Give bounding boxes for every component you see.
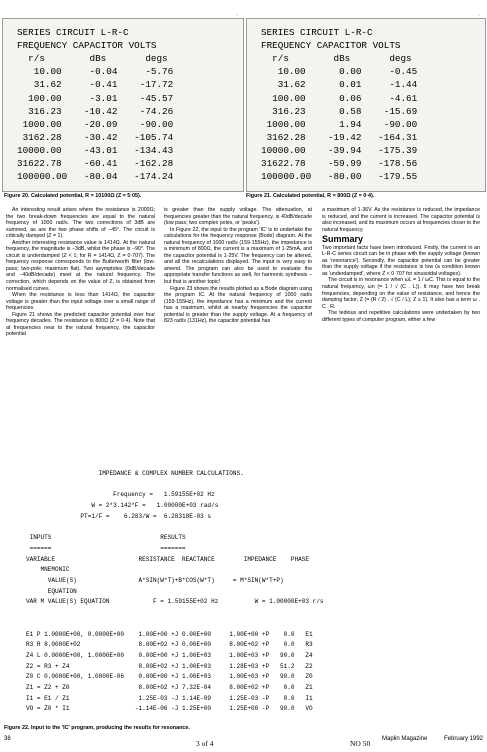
section-heading-summary: Summary [322,234,364,245]
printout-line: W = 2*3.142*F = 1.00000E+03 rad/s [26,502,219,510]
magazine-name: Maplin Magazine [382,736,428,742]
printout-line: PT=1/F = 6.283/W = 6.28318E-03 s [26,512,212,520]
article-column-3 [322,207,480,323]
printout-line: 100000.00 -80.00 -179.55 [261,171,418,183]
printout-line: IMPEDANCE & COMPLEX NUMBER CALCULATIONS. [26,470,244,477]
issue-date: February 1992 [444,736,484,742]
printout-line: EQUATION [26,587,77,595]
paragraph: An interesting result arises where the resistance is 2000Ω; the two break-down frequencies are equal to the natural frequency of 1000 rad/s. The two corrections of 3dB are summed, as are the two phase shifts of −45°. The circuit is critically damped (Z = 1). [6,207,155,240]
printout-line: Frequency = 1.59155E+02 Hz [26,491,215,499]
printout-line: INPUTS RESULTS [26,534,186,542]
printout-line: 316.23 -10.42 -74.26 [17,105,174,117]
printout-line: ====== ======= [26,544,186,552]
corner-marks: · [236,12,239,19]
printout-line: FREQUENCY CAPACITOR VOLTS [261,40,401,52]
printout-line: 100.00 0.06 -4.61 [261,92,418,104]
figure-21-printout [246,18,486,192]
printout-line: Z1 = Z2 + Z0 8.00E+02 +J 7.32E-04 8.00E+02 +P 0.0 Z1 [26,684,313,691]
printout-line: 316.23 0.58 -15.69 [261,105,418,117]
printout-line: 1000.00 1.94 -90.00 [261,118,418,130]
paragraph: Another interesting resistance value is 1414Ω. At the natural frequency, the magnitude is −3dB, whilst the phase is −90°. The circuit is underdamped (Z < 1; for R = 1414Ω, Z = 0·707). The frequency response corresponds to the Butterworth filter (low-pass; two-pole; maximum flat). Two asymptotes (0dB/decade and −40dB/decade) meet at the natural frequency. The correction, which depends on the value of Z, is obtained from normalised curves. [6,239,155,292]
paragraph: When the resistance is less than 1414Ω, the capacitor voltage is greater than the input voltage over a small range of frequencies. [6,292,155,312]
printout-line: SERIES CIRCUIT L-R-C [17,27,129,38]
printout-line: Z0 C 0.0000E+00, 1.0000E-06 0.00E+00 +J 1.00E+03 1.00E+03 +P 90.0 Z0 [26,673,313,681]
printout-line: 31.62 -0.41 -17.72 [17,79,174,91]
issue-number: NO 50 [350,739,371,748]
paragraph: Figure 23 shows the results plotted as a Bode diagram using the program IC. At the natural frequency of 1000 rad/s (159·155Hz), the impedance has a minimum and the current has a maximum, whilst at nearby frequencies the capacitor potential is greater than the supply voltage. At a frequency of 823 rad/s (131Hz), the capacitor potential has [164,285,312,325]
article-column-2 [164,207,312,325]
printout-line: 31.62 0.01 -1.44 [261,79,418,91]
printout-line: 10.00 0.00 -0.45 [261,66,418,78]
printout-line: VAR M VALUE(S) EQUATION F = 1.59155E+02 Hz W = 1.00000E+03 r/s [26,598,324,606]
paragraph: The circuit is in resonance when ωL = 1 / ωC. This is equal to the natural frequency, ωn (= 1 / √ (C . L)). It may have two break frequencies, depending on the value of resistance, and hence the damping factor, Z (= (R / 2) . √ (C / L); Z ≥ 1). It also has a term ω . C . R. [322,277,480,310]
figure-20-printout [2,18,244,192]
figure-22-printout [20,464,460,752]
figure-20-caption: Figure 20. Calculated potential, R = 10100Ω (Z = 5·05). [4,193,142,199]
printout-line: 3162.28 -30.42 -105.74 [17,131,174,143]
printout-line: VALUE(S) A*SIN(W*T)+B*COS(W*T) = M*SIN(W*T+P) [26,577,284,584]
printout-line: MNEMONIC [26,566,70,574]
article-column-1 [6,207,155,338]
page-number: 38 [4,736,11,742]
printout-line: Z4 L 0.0000E+00, 1.0000E+00 0.00E+00 +J 1.00E+03 1.00E+03 +P 90.0 Z4 [26,651,313,659]
printout-line: 10000.00 -39.94 -175.39 [261,144,418,156]
printout-line: VARIABLE RESISTANCE REACTANCE IMPEDANCE PHASE [26,555,310,563]
printout-line: 100000.00 -80.04 -174.24 [17,171,174,183]
printout-line: 100.00 -3.01 -45.57 [17,92,174,104]
corner-marks-right: · [478,12,481,19]
printout-line: r/s dBs degs [17,53,168,65]
printout-line: r/s dBs degs [261,53,412,65]
paragraph: In Figure 22, the input to the program 'IC' is to undertake the calculations for the frequency response (Bode) diagram. At the natural frequency of 1000 rad/s (159·155Hz), the impedance is a minimum of 800Ω, the current is a maximum of 1·25mA, and the capacitor potential is 1·25V. The frequency can be altered, and all the recalculations displayed. The input is very easy to amend. The program can also be used to evaluate the appropriate transfer functions as well, for harmonic synthesis – but that is another topic! [164,226,312,286]
printout-line: 1000.00 -20.09 -90.00 [17,118,174,130]
printout-line: 31622.78 -59.99 -178.56 [261,158,418,169]
printout-line: 3162.28 -19.42 -164.31 [261,131,418,143]
paragraph: a maximum of 1·36V. As the resistance is reduced, the impedance is reduced, and the current is increased. The capacitor potential is also increased, and its maximum occurs at frequencies closer to the natural frequency. [322,207,480,233]
printout-line: FREQUENCY CAPACITOR VOLTS [17,40,157,52]
printout-line: SERIES CIRCUIT L-R-C [261,27,373,38]
sheet-counter: 3 of 4 [196,739,214,748]
paragraph: The tedious and repetitive calculations were undertaken by two different types of computer program, either a few [322,310,480,323]
printout-line: I1 = E1 / Z1 1.25E-03 -J 1.14E-09 1.25E-03 -P 0.0 I1 [26,694,313,702]
figure-22-caption: Figure 22. Input to the 'IC' program, producing the results for resonance. [4,725,190,731]
printout-line: Z2 = R3 + Z4 8.00E+02 +J 1.00E+03 1.28E+03 +P 51.2 Z2 [26,662,313,670]
paragraph: is greater than the supply voltage. The attenuation, at frequencies greater than the natural frequency, is 40dB/decade (low pass; two complex poles, or 'peaks'). [164,207,312,227]
printout-line: E1 P 1.0000E+00, 0.0000E+00 1.00E+00 +J 0.00E+00 1.00E+00 +P 0.0 E1 [26,630,313,638]
paragraph: Two important facts have been introduced. Firstly, the current in an L-R-C series circuit can be in phase with the supply voltage (known as 'resonance'). Secondly, the capacitor potential can be greater than the supply voltage if the resistance is low (a condition known as 'underdamped', where Z < 0·707 for sinusoidal voltages). [322,244,480,277]
printout-line: VO = Z0 * I1 -1.14E-06 -J 1.25E+00 1.25E+00 -P 90.0 VO [26,705,313,713]
paragraph: Figure 21 shows the predicted capacitor potential over four frequency decades. The resistance is 800Ω (Z = 0·4). Note that at frequencies near to the natural frequency, the capacitor potential [6,311,155,338]
figure-21-caption: Figure 21. Calculated potential, R = 800Ω (Z = 0·4). [246,193,375,199]
printout-line: 10.00 -0.04 -5.76 [17,66,174,78]
printout-line: R3 R 8.0000E+02 8.00E+02 +J 0.00E+00 8.00E+02 +P 0.0 R3 [26,641,313,649]
printout-line: 10000.00 -43.01 -134.43 [17,144,174,156]
printout-line: 31622.78 -60.41 -162.28 [17,158,174,169]
